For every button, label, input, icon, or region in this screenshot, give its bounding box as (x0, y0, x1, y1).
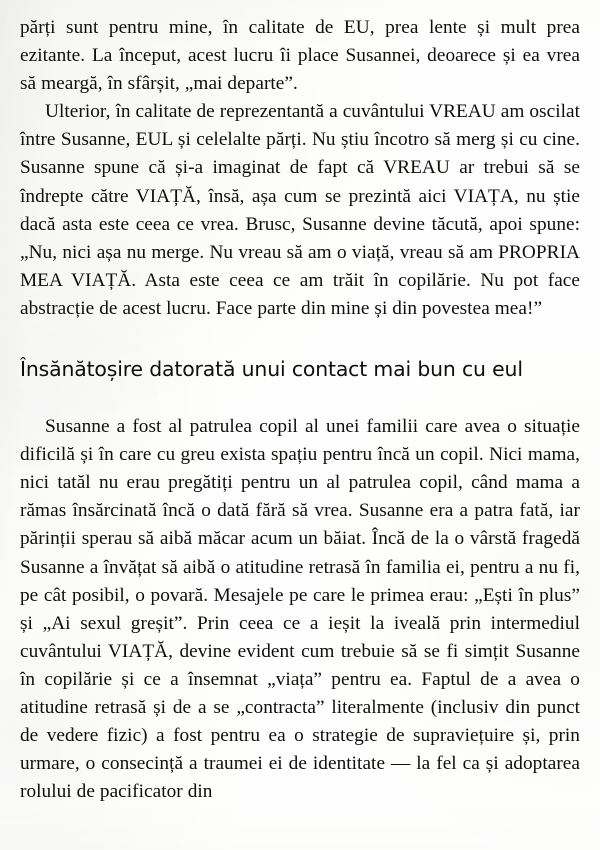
heading-bottom-spacer (20, 381, 580, 413)
section-heading: Însănătoșire datorată unui contact mai bun cu eul (20, 357, 523, 382)
heading-top-spacer (20, 323, 580, 357)
text-column (20, 0, 580, 850)
paragraph-susanne-biography: Susanne a fost al patrulea copil al unei familii care avea o situație dificilă și în care cu greu exista spațiu pentru încă un copil. Nici mama, nici tatăl nu erau pregătiți pentru un al patrulea copil, când mama a rămas însărcinată încă o dată fără să vrea. Susanne era a patra fată, iar părinții sperau să aibă măcar acum un băiat. Încă de la o vârstă fragedă Susanne a învățat să aibă o atitudine retrasă în familia ei, pentru a nu fi, pe cât posibil, o povară. Mesajele pe care le primea erau: „Ești în plus” și „Ai sexul greșit”. Prin ceea ce a ieșit la iveală prin intermediul cuvântului VIAȚĂ, devine evident cum trebuie să se fi simțit Susanne în copilărie și ce a însemnat „viața” pentru ea. Faptul de a avea o atitudine retrasă și de a se „contracta” literalmente (inclusiv din punct de vedere fizic) a fost pentru ea o strategie de supraviețuire și, prin urmare, o consecință a traumei ei de identitate — la fel ca și adoptarea rolului de pacificator din (20, 416, 580, 803)
paragraph-continued: părți sunt pentru mine, în calitate de EU, prea lente și mult prea ezitante. La început, acest lucru îi place Susannei, deoarece și ea vrea să meargă, în sfârșit, „mai departe”. (20, 17, 580, 95)
top-spacer (20, 0, 580, 14)
paragraph-ulterior: Ulterior, în calitate de reprezentantă a cuvântului VREAU am oscilat între Susanne, EUL și celelalte părți. Nu știu încotro să merg și cu cine. Susanne spune că și-a imaginat de fapt că VREAU ar trebui să se îndrepte către VIAȚĂ, însă, așa cum se prezintă aici VIAȚA, nu știe dacă asta este ceea ce vrea. Brusc, Susanne devine tăcută, apoi spune: „Nu, nici așa nu merge. Nu vreau să am o viață, vreau să am PROPRIA MEA VIAȚĂ. Asta este ceea ce am trăit în copilărie. Nu pot face abstracție de acest lucru. Face parte din mine și din povestea mea!” (20, 101, 580, 319)
